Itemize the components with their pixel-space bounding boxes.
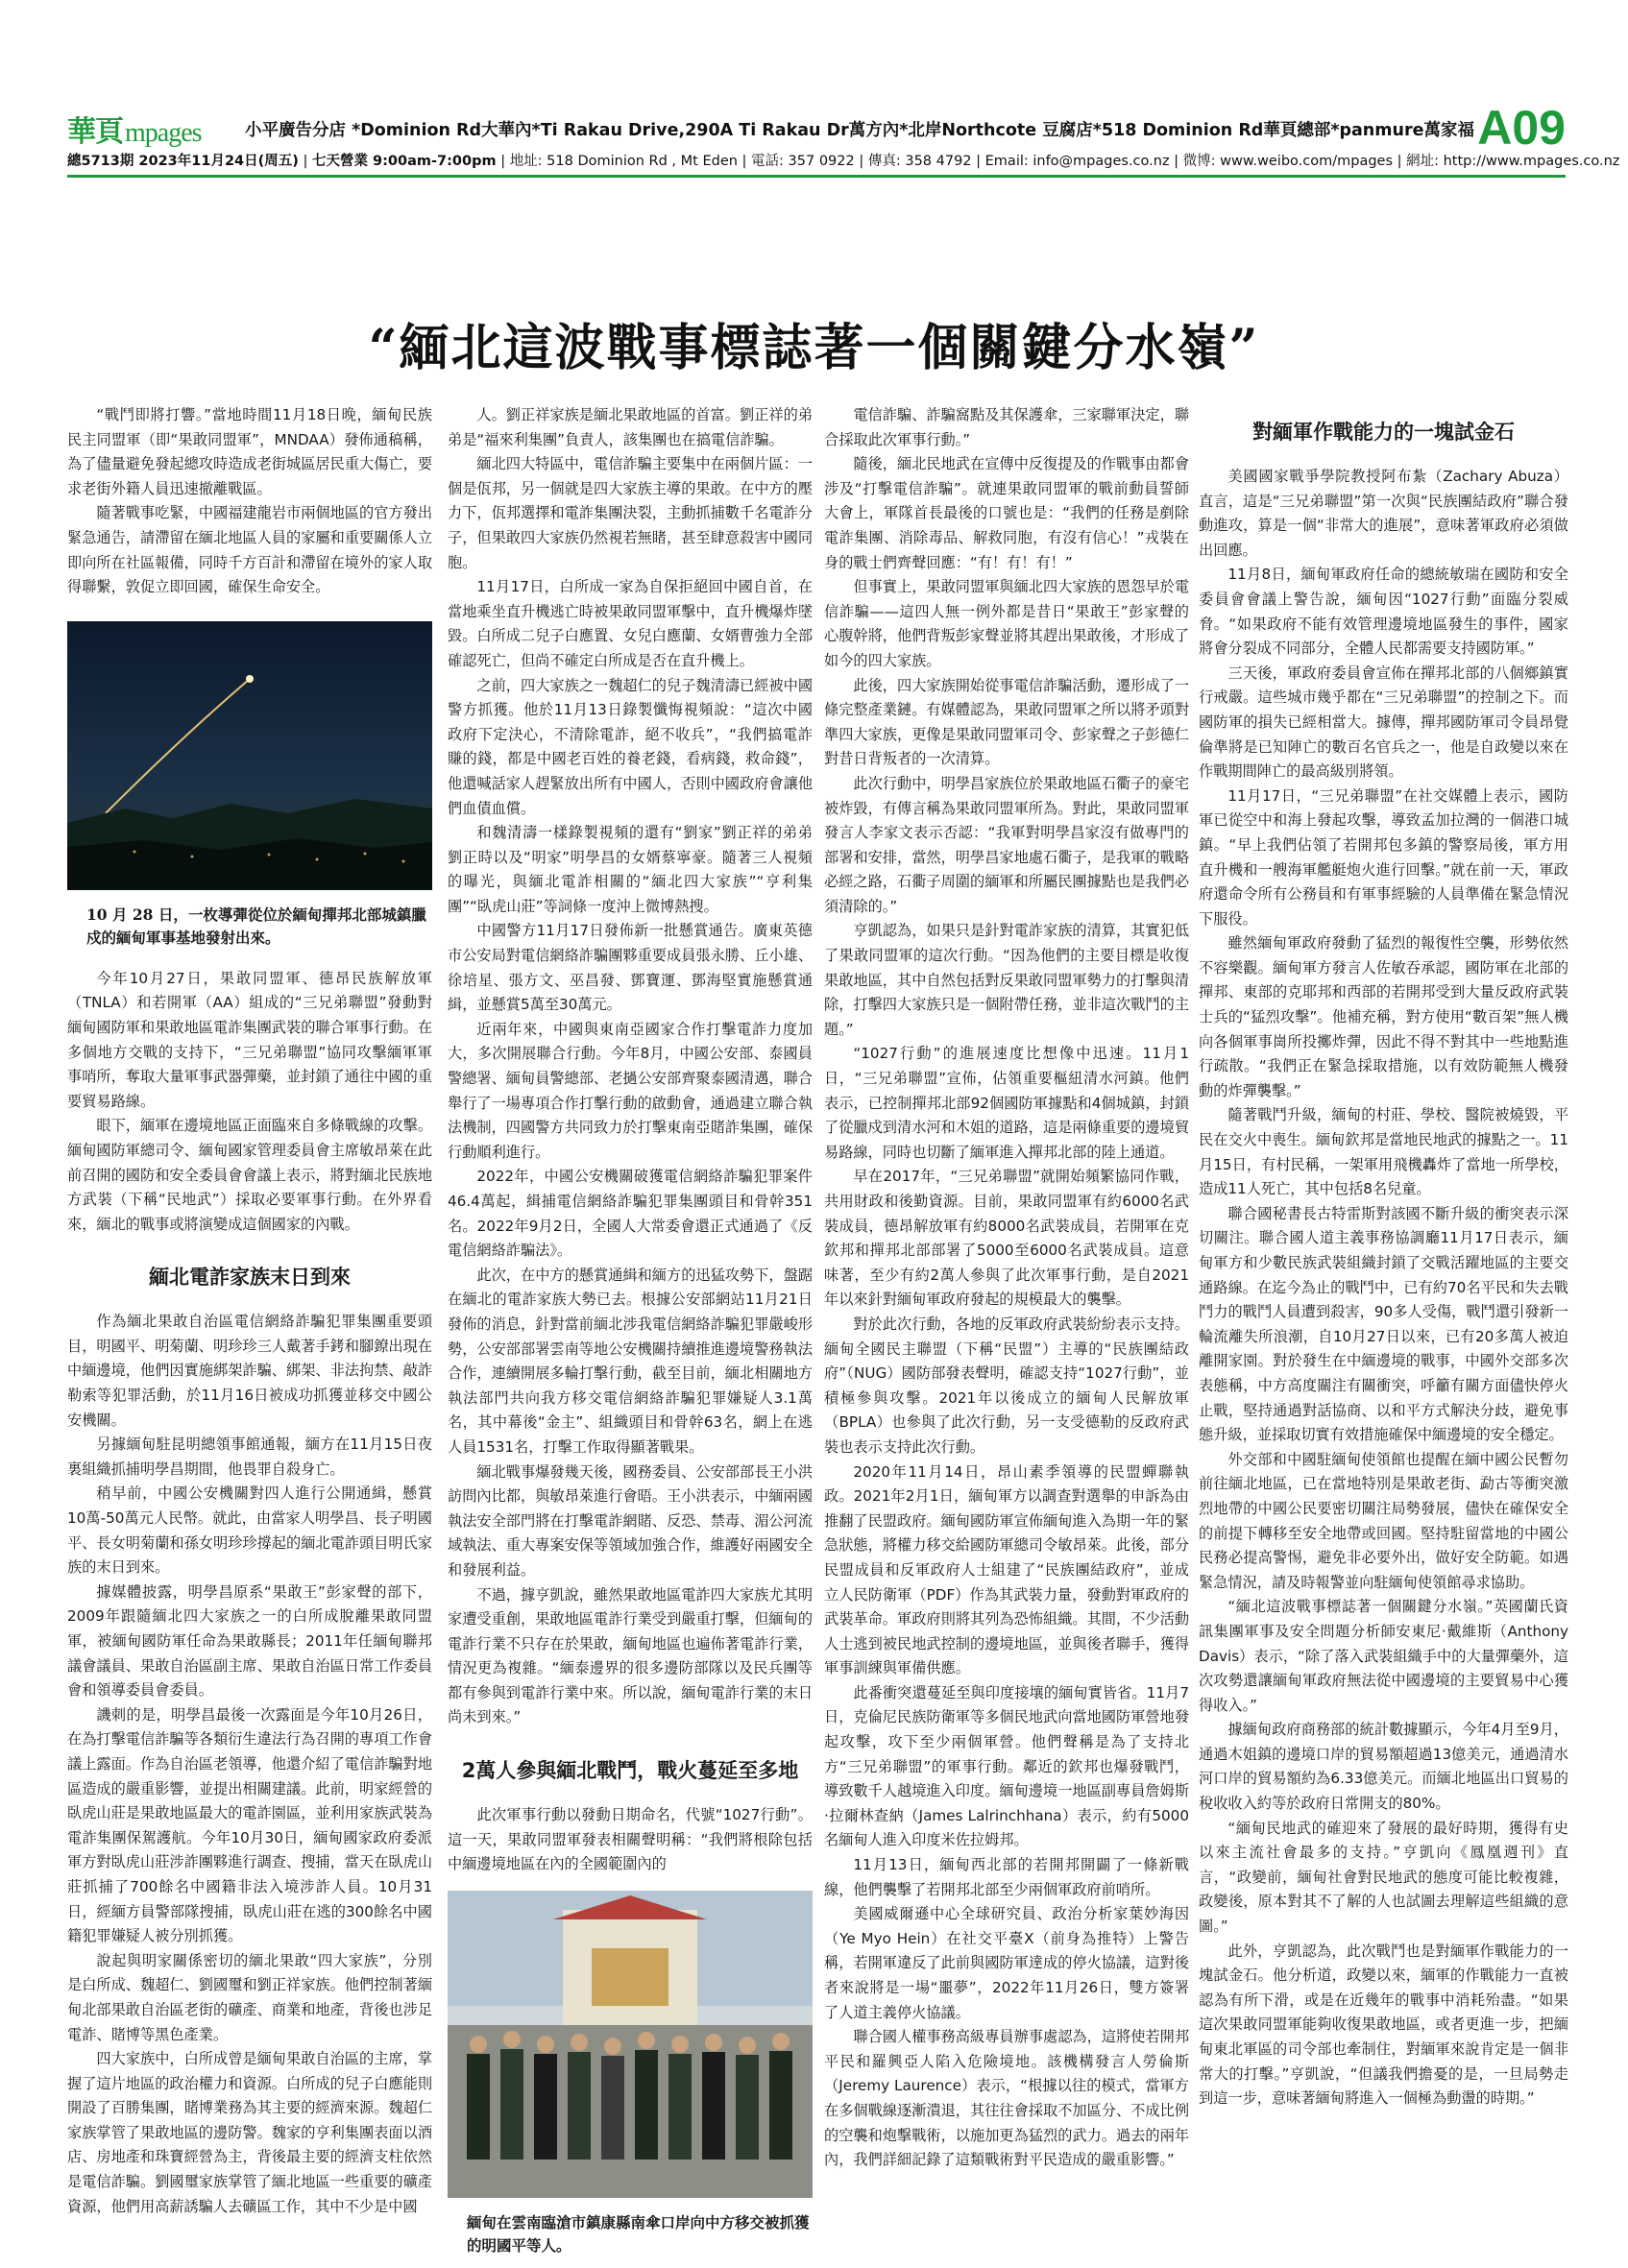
business-hours: 七天營業 9:00am-7:00pm: [311, 154, 497, 169]
article-column-3: [824, 403, 1189, 2208]
paragraph: 外交部和中國駐緬甸使領館也提醒在緬中國公民暫勿前往緬北地區，已在當地特別是果敢老街、勐古等衝突激烈地帶的中國公民要密切關注局勢發展，儘快在確保安全的前提下轉移至安全地帶或回國。堅持駐留當地的中國公民務必提高警惕，避免非必要外出，做好安全防範。如遇緊急情況，請及時報警並向駐緬甸使領館尋求協助。: [1199, 1450, 1568, 1591]
paragraph: 此番衝突還蔓延至與印度接壤的緬甸實皆省。11月7日，克倫尼民族防衛軍等多個民地武向當地國防軍營地發起攻擊，攻下至少兩個軍營。他們聲稱是為了支持北方“三兄弟聯盟”的軍事行動。鄰近的欽邦也爆發戰鬥，導致數千人越境進入印度。緬甸邊境一地區副專員詹姆斯·拉爾林查納（James Lalrinchhana）表示，約有5000名緬甸人進入印度米佐拉姆邦。: [824, 1683, 1189, 1849]
paragraph: 稍早前，中國公安機關對四人進行公開通緝，懸賞10萬-50萬元人民幣。就此，由當家人明學昌、長子明國平、長女明菊蘭和孫女明珍珍撐起的緬北電詐頭目明氏家族的末日到來。: [67, 1484, 432, 1577]
paragraph: 11月8日，緬甸軍政府任命的總統敏瑞在國防和安全委員會會議上警告說，緬甸因“1027行動”面臨分裂威脅。“如果政府不能有效管理邊境地區發生的事件，國家將會分裂成不同部分，全體人民都需要支持國防軍。”: [1199, 566, 1568, 658]
paragraph: 此外，亨凱認為，此次戰鬥也是對緬軍作戰能力的一塊試金石。他分析道，政變以來，緬軍的作戰能力一直被認為有所下滑，或是在近幾年的戰事中消耗殆盡。“如果這次果敢同盟軍能夠收復果敢地區，或者更進一步，把緬甸東北軍區的司令部也牽制住，對緬軍來說肯定是一個非常大的打擊。”亨凱說，“但議我們擔憂的是，一旦局勢走到這一步，意味著緬甸將進入一個極為動盪的時期。”: [1199, 1942, 1568, 2108]
paragraph: 緬北四大特區中，電信詐騙主要集中在兩個片區：一個是佤邦，另一個就是四大家族主導的果敢。在中方的壓力下，佤邦選擇和電詐集團決裂，主動抓捕數千名電詐分子，但果敢四大家族仍然視若無睹，甚至肆意殺害中國同胞。: [448, 455, 813, 571]
paragraph: 隨著戰鬥升級，緬甸的村莊、學校、醫院被燒毀，平民在交火中喪生。緬甸欽邦是當地民地武的據點之一。11月15日，有村民稱，一架軍用飛機轟炸了當地一所學校，造成11人死亡，其中包括8名兒童。: [1199, 1106, 1568, 1198]
paragraph: 2022年，中國公安機關破獲電信網絡詐騙犯罪案件46.4萬起，緝捕電信網絡詐騙犯罪集團頭目和骨幹351名。2022年9月2日，全國人大常委會還正式通過了《反電信網絡詐騙法》。: [448, 1168, 813, 1260]
paragraph: 眼下，緬軍在邊境地區正面臨來自多條戰線的攻擊。緬甸國防軍總司令、緬甸國家管理委員會主席敏昂萊在此前召開的國防和安全委員會會議上表示，將對緬北民族地方武裝（下稱“民地武”）採取必要軍事行動。在外界看來，緬北的戰事或將演變成這個國家的內戰。: [67, 1117, 432, 1233]
subheading: 2萬人參與緬北戰鬥，戰火蔓延至多地: [461, 1759, 799, 1783]
paragraph: 此次，在中方的懸賞通緝和緬方的迅猛攻勢下，盤踞在緬北的電詐家族大勢已去。根據公安部網站11月21日發佈的消息，針對當前緬北涉我電信網絡詐騙犯罪嚴峻形勢，公安部部署雲南等地公安機關持續推進邊境警務執法合作，連續開展多輪打擊行動，截至目前，緬北相關地方執法部門共向我方移交電信網絡詐騙犯罪嫌疑人3.1萬名，其中幕後“金主”、組織頭目和骨幹63名，網上在逃人員1531名，打擊工作取得顯著戰果。: [448, 1266, 813, 1456]
paragraph: 11月13日，緬甸西北部的若開邦開闢了一條新戰線，他們襲擊了若開邦北部至少兩個軍政府前哨所。: [824, 1856, 1189, 1898]
paragraph: “戰鬥即將打響。”當地時間11月18日晚，緬甸民族民主同盟軍（即“果敢同盟軍”，MNDAA）發佈通稿稱，為了儘量避免發起總攻時造成老街城區居民重大傷亡，要求老街外籍人員迅速撤離戰區。: [67, 406, 432, 497]
paragraph: “1027行動”的進展速度比想像中迅速。11月1日，“三兄弟聯盟”宣佈，佔領重要樞紐清水河鎮。他們表示，已控制撣邦北部92個國防軍據點和4個城鎮，封鎖了從臘戍到清水河和木姐的道路，這是兩條重要的邊境貿易路線，同時也切斷了緬軍進入撣邦北部的陸上通道。: [824, 1045, 1189, 1161]
paragraph: 三天後，軍政府委員會宣佈在撣邦北部的八個鄉鎮實行戒嚴。這些城市幾乎都在“三兄弟聯盟”的控制之下。而國防軍的損失已經相當大。據傳，撣邦國防軍司令員昂覺倫準將是已知陣亡的數百名官兵之一，他是自政變以來在作戰期間陣亡的最高級別將領。: [1199, 664, 1568, 781]
paragraph: 此次軍事行動以發動日期命名，代號“1027行動”。這一天，果敢同盟軍發表相關聲明稱：“我們將根除包括中緬邊境地區在內的全國範圍內的: [448, 1806, 813, 1873]
paragraph: 11月17日，“三兄弟聯盟”在社交媒體上表示，國防軍已從空中和海上發起攻擊，導致孟加拉灣的一個港口城鎮。“早上我們佔領了若開邦包多鎮的警察局後，軍方用直升機和一艘海軍艦艇炮火進行回擊。”就在前一天，軍政府還命令所有公務員和有軍事經驗的人員準備在緊急情況下服役。: [1199, 786, 1568, 928]
article-headline: “緬北這波戰事標誌著一個關鍵分水嶺”: [368, 319, 1260, 377]
fax: 傳真: 358 4792: [867, 154, 972, 169]
paragraph: 聯合國人權事務高級專員辦事處認為，這將使若開邦平民和羅興亞人陷入危險境地。該機構發言人勞倫斯（Jeremy Laurence）表示，“根據以往的模式，當軍方在多個戰線逐漸潰退，其往往會採取不加區分、不成比例的空襲和炮擊戰術，以施加更為猛烈的武力。過去的兩年內，我們詳細記錄了這類戰術對平民造成的嚴重影響。”: [824, 2028, 1189, 2169]
phone: 電話: 357 0922: [751, 154, 855, 169]
paragraph: “緬北這波戰事標誌著一個關鍵分水嶺。”英國蘭氏資訊集團軍事及安全問題分析師安東尼·戴維斯（Anthony Davis）表示，“除了落入武裝組織手中的大量彈藥外，這次攻勢還讓緬甸軍政府無法從中國邊境的主要貿易中心獲得收入。”: [1199, 1598, 1568, 1714]
article-column-4: [1199, 403, 1568, 2208]
paragraph: 2020年11月14日，昂山素季領導的民盟蟬聯執政。2021年2月1日，緬甸軍方以調查對選舉的申訴為由推翻了民盟政府。緬甸國防軍宣佈緬甸進入為期一年的緊急狀態，將權力移交給國防軍總司令敏昂萊。此後，部分民盟成員和反軍政府人士組建了“民族團結政府”，並成立人民防衛軍（PDF）作為其武裝力量，發動對軍政府的武裝革命。軍政府則將其列為恐怖組織。其間，不少活動人士逃到被民地武控制的邊境地區，並與後者聯手，獲得軍事訓練與軍備供應。: [824, 1462, 1189, 1677]
page-number: A09: [1477, 101, 1566, 155]
mpages-logo[interactable]: [67, 108, 202, 150]
paragraph: 此後，四大家族開始從事電信詐騙活動，遷形成了一條完整產業鏈。有媒體認為，果敢同盟軍之所以將矛頭對準四大家族，更像是果敢同盟軍司令、彭家聲之子彭德仁對昔日背叛者的一次清算。: [824, 676, 1189, 768]
border-handover-image: [448, 1891, 813, 2198]
paragraph: 但事實上，果敢同盟軍與緬北四大家族的恩怨早於電信詐騙——這四人無一例外都是昔日“果敢王”彭家聲的心腹幹將，他們背叛彭家聲並將其趕出果敢後，才形成了如今的四大家族。: [824, 578, 1189, 669]
issue-info-line: 總5713期 2023年11月24日(周五) | 七天營業 9:00am-7:00pm | 地址: 518 Dominion Rd , Mt Eden | 電話: 357 0922 | 傳真: 358 4792 | Email: info@mpages.co.nz | 微博: www.weibo.com/mpages | 網址: http://www.mpages.co.nz: [67, 154, 1620, 169]
paragraph: 四大家族中，白所成曾是緬甸果敢自治區的主席，掌握了這片地區的政治權力和資源。白所成的兒子白應能則開設了百勝集團，賭博業務為其主要的經濟來源。魏超仁家族掌管了果敢地區的邊防警。魏家的亨利集團表面以酒店、房地產和珠寶經營為主，背後最主要的經濟支柱依然是電信詐騙。劉國璽家族掌管了緬北地區一些重要的礦產資源，他們用高薪誘騙人去礦區工作，其中不少是中國: [67, 2050, 432, 2215]
article-column-2: [448, 403, 813, 2255]
paragraph: 早在2017年，“三兄弟聯盟”就開始頻繁協同作戰，共用財政和後勤資源。目前，果敢同盟軍有約6000名武裝成員，德昂解放軍有約8000名武裝成員，若開軍在克欽邦和撣邦北部部署了5000至6000名武裝成員。這意味著，至少有約2萬人參與了此次軍事行動，是自2021年以來針對緬甸軍政府發起的規模最大的襲擊。: [824, 1168, 1189, 1309]
paragraph: 今年10月27日，果敢同盟軍、德昂民族解放軍（TNLA）和若開軍（AA）組成的“三兄弟聯盟”發動對緬甸國防軍和果敢地區電詐集團武裝的聯合軍事行動。在多個地方交戰的支持下，“三兄弟聯盟”協同攻擊緬軍軍事哨所，奪取大量軍事武器彈藥，並封鎖了通往中國的重要貿易路線。: [67, 969, 432, 1110]
paragraph: 美國威爾遜中心全球研究員、政治分析家葉妙海因（Ye Myo Hein）在社交平臺X（前身為推特）上警告稱，若開軍違反了此前與國防軍達成的停火協議，這對後者來說將是一場“噩夢”，2022年11月26日，雙方簽署了人道主義停火協議。: [824, 1905, 1189, 2021]
article-column-1: [67, 403, 432, 2215]
paragraph: 隨後，緬北民地武在宣傳中反復提及的作戰事由都會涉及“打擊電信詐騙”。就連果敢同盟軍的戰前動員誓師大會上，軍隊首長最後的口號也是：“我們的任務是剷除電詐集團、消除毒品、解救同胞，有沒有信心！”戎裝在身的戰士們齊聲回應：“有！有！有！”: [824, 455, 1189, 571]
paragraph: 此次行動中，明學昌家族位於果敢地區石衢子的豪宅被炸毀，有傳言稱為果敢同盟軍所為。對此，果敢同盟軍發言人李家文表示否認：“我軍對明學昌家沒有做專門的部署和安排，當然，明學昌家地處石衢子，是我軍的戰略必經之路，石衢子周圍的緬軍和所屬民團據點也是我們必須清除的。”: [824, 774, 1189, 915]
missile-launch-photo: [67, 621, 432, 894]
paragraph: 11月17日，白所成一家為自保拒絕回中國自首，在當地乘坐直升機逃亡時被果敢同盟軍擊中，直升機爆炸墜毀。白所成二兒子白應置、女兒白應蘭、女婿曹強力全部確認死亡，但尚不確定白所成是否在直升機上。: [448, 578, 813, 669]
logo-latin: mpages: [125, 118, 202, 148]
paragraph: 不過，據亨凱說，雖然果敢地區電詐四大家族尤其明家遭受重創，果敢地區電詐行業受到嚴重打擊，但緬甸的電詐行業不只存在於果敢，緬甸地區也遍佈著電詐行業，情況更為複雜。“緬泰邊界的很多邊防部隊以及民兵團等都有參與到電詐行業中來。所以說，緬甸電詐行業的末日尚未到來。”: [448, 1585, 813, 1726]
issue-number: 總5713期 2023年11月24日(周五): [67, 154, 299, 169]
photo-caption: 10 月 28 日，一枚導彈從位於緬甸撣邦北部城鎮臘戍的緬甸軍事基地發射出來。: [86, 905, 426, 947]
paragraph: 中國警方11月17日發佈新一批懸賞通告。廣東英德市公安局對電信網絡詐騙團夥重要成員張永勝、丘小雄、徐培星、張方文、巫昌發、鄧寶運、鄧海堅實施懸賞通緝，並懸賞5萬至30萬元。: [448, 922, 813, 1014]
paragraph: 聯合國秘書長古特雷斯對該國不斷升級的衝突表示深切關注。聯合國人道主義事務協調廳11月17日表示，緬甸軍方和少數民族武裝組織封鎖了交戰活躍地區的主要交通路線。在迄今為止的戰鬥中，已有約70名平民和失去戰鬥力的戰鬥人員遭到殺害，90多人受傷，戰鬥還引發新一輪流離失所浪潮，自10月27日以來，已有20多萬人被迫離開家園。對於發生在中緬邊境的戰事，中國外交部多次表態稱，中方高度關注有關衝突，呼籲有關方面儘快停火止戰，堅持通過對話協商、以和平方式解決分歧，避免事態升級，並採取切實有效措施確保中緬邊境的安全穩定。: [1199, 1204, 1568, 1444]
paragraph: 亨凱認為，如果只是針對電詐家族的清算，其實犯低了果敢同盟軍的這次行動。“因為他們的主要目標是收復果敢地區，其中自然包括對反果敢同盟軍勢力的打擊與清除，打擊四大家族只是一個附帶任務，並非這次戰鬥的主題。”: [824, 922, 1189, 1038]
paragraph: 人。劉正祥家族是緬北果敢地區的首富。劉正祥的弟弟是“福來利集團”負責人，該集團也在搞電信詐騙。: [448, 406, 813, 448]
paragraph: 作為緬北果敢自治區電信網絡詐騙犯罪集團重要頭目，明國平、明菊蘭、明珍珍三人戴著手銬和腳鐐出現在中緬邊境，他們因實施綁架詐騙、綁架、非法拘禁、敲詐勒索等犯罪活動，於11月16日被成功抓獲並移交中國公安機關。: [67, 1313, 432, 1429]
address: 地址: 518 Dominion Rd , Mt Eden: [509, 154, 738, 169]
header-rule: [67, 175, 1566, 178]
photo-caption: 緬甸在雲南臨滄市鎮康縣南傘口岸向中方移交被抓獲的明國平等人。: [467, 2212, 810, 2255]
masthead: [67, 101, 1620, 177]
paragraph: “緬甸民地武的確迎來了發展的最好時期，獲得有史以來主流社會最多的支持。”亨凱向《鳳凰週刊》直言，“政變前，緬甸社會對民地武的態度可能比較複雜，政變後，原本對其不了解的人也試圖去理解這些組織的意圖。”: [1199, 1819, 1568, 1936]
paragraph: 電信詐騙、詐騙窩點及其保護傘，三家聯軍決定，聯合採取此次軍事行動。”: [824, 406, 1189, 448]
paragraph: 和魏清濤一樣錄製視頻的還有“劉家”劉正祥的弟弟劉正時以及“明家”明學昌的女婿蔡寧豪。隨著三人視頻的曝光，與緬北電詐相關的“緬北四大家族”“亨利集團”“臥虎山莊”等詞條一度沖上微博熱搜。: [448, 824, 813, 915]
paragraph: 另據緬甸駐昆明總領事館通報，緬方在11月15日夜裏組織抓捕明學昌期間，他畏罪自殺身亡。: [67, 1436, 432, 1478]
paragraph: 美國國家戰爭學院教授阿布紮（Zachary Abuza）直言，這是“三兄弟聯盟”第一次與“民族團結政府”聯合發動進攻，算是一個“非常大的進展”，意味著軍政府必須做出回應。: [1199, 468, 1568, 559]
night-sky-missile-image: [67, 621, 432, 890]
email[interactable]: Email: info@mpages.co.nz: [984, 154, 1170, 169]
subheading: 對緬軍作戰能力的一塊試金石: [1252, 421, 1515, 444]
website[interactable]: 網址: http://www.mpages.co.nz: [1406, 154, 1620, 169]
paragraph: 譏刺的是，明學昌最後一次露面是今年10月26日，在為打擊電信詐騙等各類衍生違法行為召開的專項工作會議上露面。作為自治區老領導，他還介紹了電信詐騙對地區造成的嚴重影響，並提出相關建議。此前，明家經營的臥虎山莊是果敢地區最大的電詐園區，並利用家族武裝為電詐集團保駕護航。今年10月30日，緬甸國家政府委派軍方對臥虎山莊涉詐團夥進行調查、搜捕，當天在臥虎山莊抓捕了700餘名中國籍非法入境涉詐人員。10月31日，經緬方員警部隊搜捕，臥虎山莊在逃的300餘名中國籍犯罪嫌疑人被分別抓獲。: [67, 1705, 432, 1945]
weibo[interactable]: 微博: www.weibo.com/mpages: [1182, 154, 1394, 169]
handover-photo: [448, 1891, 813, 2202]
paragraph: 對於此次行動，各地的反軍政府武裝紛紛表示支持。緬甸全國民主聯盟（下稱“民盟”）主導的“民族團結政府”（NUG）國防部發表聲明，確認支持“1027行動”，並積極參與攻擊。2021年以後成立的緬甸人民解放軍（BPLA）也參與了此次行動，另一支受德勒的反政府武裝也表示支持此次行動。: [824, 1315, 1189, 1456]
paragraph: 雖然緬甸軍政府發動了猛烈的報復性空襲，形勢依然不容樂觀。緬甸軍方發言人佐敏吞承認，國防軍在北部的撣邦、東部的克耶邦和西部的若開邦受到大量反政府武裝士兵的“猛烈攻擊”。他補充稱，對方使用“數百架”無人機向各個軍事崗所投擲炸彈，因此不得不對其中一些地點進行疏散。“我們正在緊急採取措施，以有效防範無人機發動的炸彈襲擊。”: [1199, 934, 1568, 1099]
paragraph: 之前，四大家族之一魏超仁的兒子魏清濤已經被中國警方抓獲。他於11月13日錄製懺悔視頻說：“這次中國政府下定決心，不清除電詐，絕不收兵”，“我們搞電詐賺的錢，都是中國老百姓的養老錢，看病錢，救命錢”，他還喊話家人趕緊放出所有中國人，否則中國政府會讓他們血債血償。: [448, 676, 813, 817]
logo-han: 華頁: [67, 115, 123, 149]
paragraph: 據媒體披露，明學昌原系“果敢王”彭家聲的部下，2009年跟隨緬北四大家族之一的白所成脫離果敢同盟軍，被緬甸國防軍任命為果敢縣長；2011年任緬甸聯邦議會議員、果敢自治區副主席、果敢自治區日常工作委員會和領導委員會委員。: [67, 1582, 432, 1700]
paragraph: 隨著戰事吃緊，中國福建龍岩市兩個地區的官方發出緊急通告，請滯留在緬北地區人員的家屬和重要關係人立即向所在社區報備，同時千方百計和滯留在境外的家人取得聯繫，敦促立即回國，確保生命安全。: [67, 504, 432, 596]
paragraph: 據緬甸政府商務部的統計數據顯示，今年4月至9月，通過木姐鎮的邊境口岸的貿易額超過13億美元，通過清水河口岸的貿易額約為6.33億美元。而緬北地區出口貿易的稅收收入約等於政府日常開支的80%。: [1199, 1721, 1568, 1813]
subheading: 緬北電詐家族末日到來: [149, 1266, 351, 1290]
paragraph: 近兩年來，中國與東南亞國家合作打擊電詐力度加大，多次開展聯合行動。今年8月，中國公安部、泰國員警總署、緬甸員警總部、老撾公安部齊聚泰國清邁，聯合舉行了一場專項合作打擊行動的啟動會，通過建立聯合執法機制，四國警方共同致力於打擊東南亞賭詐集團，確保行動順利進行。: [448, 1020, 813, 1161]
paragraph: 緬北戰事爆發幾天後，國務委員、公安部部長王小洪訪問內比都，與敏昂萊進行會晤。王小洪表示，中緬兩國執法安全部門將在打擊電詐網賭、反恐、禁毒、湄公河流域執法、重大專案安保等領域加強合作，維護好兩國安全和發展利益。: [448, 1462, 813, 1579]
paragraph: 說起與明家關係密切的緬北果敢“四大家族”，分別是白所成、魏超仁、劉國璽和劉正祥家族。他們控制著緬甸北部果敢自治區老街的礦產、商業和地產，背後也涉足電詐、賭博等黑色產業。: [67, 1951, 432, 2043]
branch-ad-line: 小平廣告分店 *Dominion Rd大華內*Ti Rakau Drive,290A Ti Rakau Dr萬方內*北岸Northcote 豆腐店*518 Dominion Rd華頁總部*panmure萬家福: [245, 121, 1474, 140]
